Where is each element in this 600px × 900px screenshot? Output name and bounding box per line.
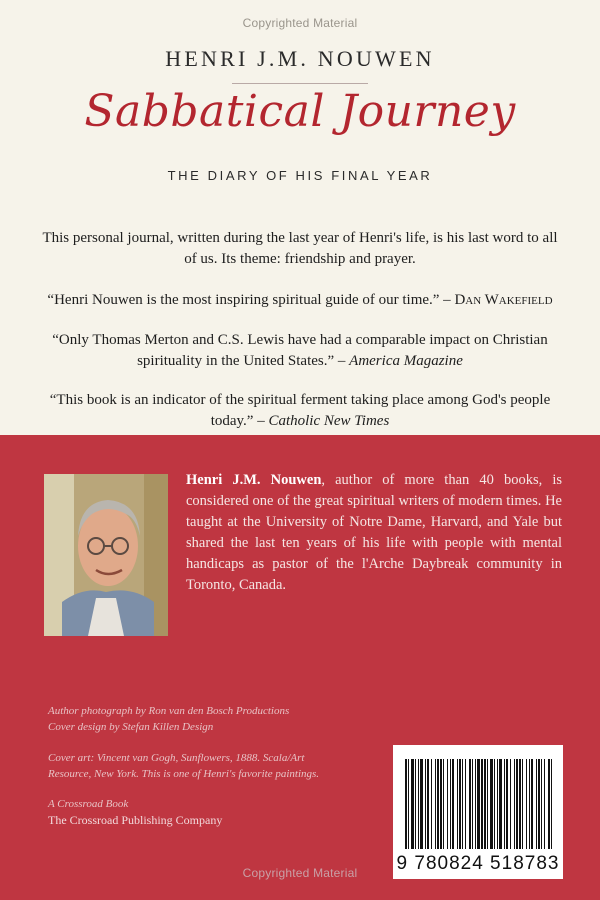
barcode-bar [462, 759, 463, 849]
photo-design-credits [48, 703, 289, 735]
watermark-bottom: Copyrighted Material [242, 866, 358, 880]
barcode-bar [529, 759, 530, 849]
publisher-block [48, 796, 222, 828]
barcode-bar [457, 759, 458, 849]
design-credit: Cover design by Stefan Killen Design [48, 721, 214, 733]
quote-1 [40, 290, 560, 311]
barcode-bar [538, 759, 540, 849]
barcode-bar [522, 759, 523, 849]
imprint: A Crossroad Book [48, 798, 129, 810]
barcode-bar [504, 759, 505, 849]
barcode-bar [487, 759, 488, 849]
author-name: HENRI J.M. NOUWEN [165, 46, 435, 71]
quote-2 [40, 330, 560, 372]
barcode-bar [435, 759, 436, 849]
barcode-bar [494, 759, 495, 849]
author-photo [44, 474, 168, 636]
barcode-bar [490, 759, 493, 849]
barcode-bar [484, 759, 486, 849]
barcode-bar [443, 759, 444, 849]
quote-source: Dan Wakefield [454, 292, 553, 308]
divider [232, 83, 368, 84]
barcode-bar [531, 759, 533, 849]
publisher-name: The Crossroad Publishing Company [48, 813, 223, 827]
barcode-bar [481, 759, 483, 849]
quote-source: Catholic New Times [268, 413, 390, 429]
barcode-bar [465, 759, 466, 849]
barcode-bar [418, 759, 419, 849]
isbn-barcode [393, 745, 563, 879]
barcode-bar [425, 759, 426, 849]
photo-credit: Author photograph by Ron van den Bosch Productions [48, 705, 290, 717]
barcode-bar [475, 759, 476, 849]
quote-source: America Magazine [349, 353, 463, 369]
cover-art-credit [48, 750, 319, 782]
quote-text: “Only Thomas Merton and C.S. Lewis have had a comparable impact on Christian spirituality in the United States.” – [52, 332, 548, 369]
barcode-bar [536, 759, 537, 849]
barcode-bar [452, 759, 454, 849]
bio-text: , author of more than 40 books, is considered one of the great spiritual writers of modern times. He taught at the University of Notre Dame, Harvard, and Yale but shared the last ten years of his life with people with mental handicaps as pastor of the l'Arche Daybreak community in Toronto, Canada. [186, 472, 563, 593]
barcode-bar [526, 759, 527, 849]
barcode-bar [415, 759, 416, 849]
barcode-bar [477, 759, 480, 849]
barcode-bar [548, 759, 550, 849]
barcode-bar [519, 759, 521, 849]
barcode-bar [408, 759, 409, 849]
barcode-bar [472, 759, 473, 849]
intro-blurb: This personal journal, written during the last year of Henri's life, is his last word to all of us. Its theme: friendship and prayer. [42, 230, 558, 267]
barcode-bar [514, 759, 515, 849]
barcode-bar [405, 759, 407, 849]
barcode-bar [427, 759, 429, 849]
barcode-bar [544, 759, 545, 849]
barcode-bar [431, 759, 432, 849]
barcode-bar [440, 759, 442, 849]
watermark-top: Copyrighted Material [242, 16, 358, 30]
barcode-bar [469, 759, 471, 849]
barcode-bar [411, 759, 414, 849]
author-bio [186, 470, 562, 596]
barcode-bars [393, 745, 563, 855]
bio-author-name: Henri J.M. Nouwen [186, 472, 322, 488]
barcode-bar [510, 759, 511, 849]
barcode-bar [450, 759, 451, 849]
book-subtitle: THE DIARY OF HIS FINAL YEAR [167, 168, 433, 183]
barcode-bar [551, 759, 552, 849]
quote-text: “This book is an indicator of the spiritual ferment taking place among God's people today.” – [49, 392, 551, 429]
barcode-bar [497, 759, 498, 849]
barcode-bar [459, 759, 461, 849]
quote-text: “Henri Nouwen is the most inspiring spiritual guide of our time.” – [47, 292, 455, 308]
barcode-bar [541, 759, 542, 849]
quote-3 [40, 390, 560, 432]
barcode-bar [420, 759, 423, 849]
barcode-bar [499, 759, 502, 849]
cover-art-line-1: Cover art: Vincent van Gogh, Sunflowers, 1888. Scala/Art [48, 752, 305, 764]
barcode-bar [447, 759, 448, 849]
barcode-bar [516, 759, 518, 849]
cover-art-line-2: Resource, New York. This is one of Henri's favorite paintings. [48, 768, 320, 780]
author-portrait-image [44, 474, 168, 636]
barcode-bar [437, 759, 439, 849]
book-title: Sabbatical Journey [84, 86, 516, 137]
barcode-digits: 9 780824 518783 [396, 853, 560, 874]
barcode-bar [506, 759, 508, 849]
